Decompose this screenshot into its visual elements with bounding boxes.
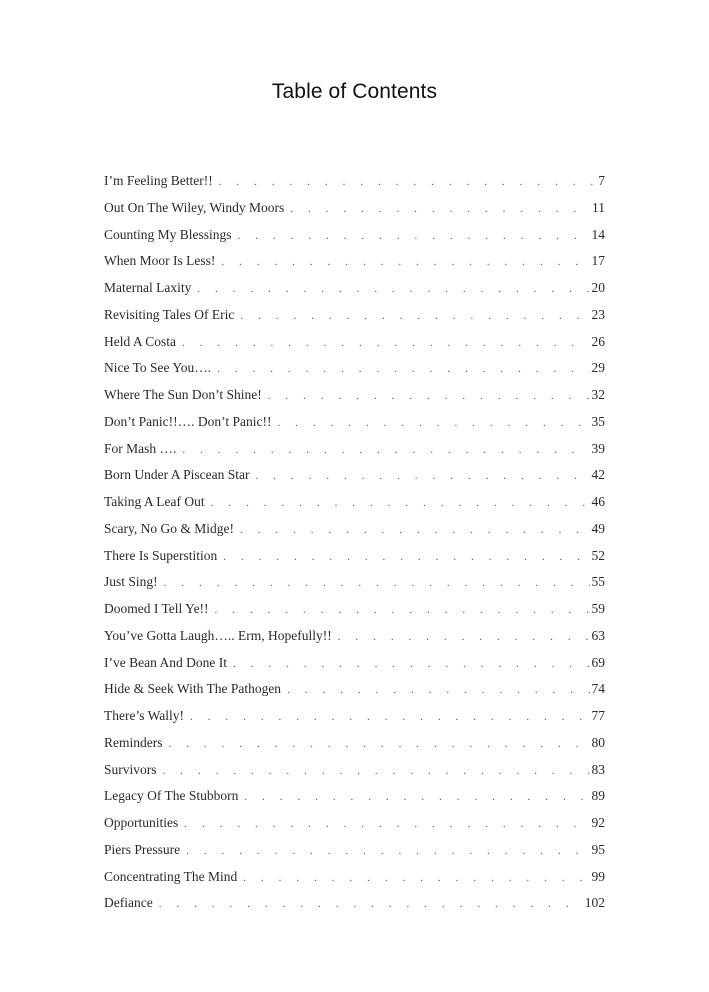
- toc-entry-title: There Is Superstition: [104, 547, 218, 563]
- toc-entry-page-number: 46: [591, 494, 605, 509]
- toc-entry-title: Held A Costa: [104, 333, 177, 349]
- toc-entry[interactable]: [104, 655, 605, 682]
- dot-leader: [215, 604, 590, 616]
- toc-entry-title: You’ve Gotta Laugh….. Erm, Hopefully!!: [104, 627, 332, 643]
- dot-leader: [221, 256, 589, 268]
- toc-entry-title: Taking A Leaf Out: [104, 494, 205, 509]
- toc-entry[interactable]: [104, 441, 605, 468]
- toc-entry-page-number: 63: [591, 627, 605, 643]
- toc-entry-page-number: 49: [591, 520, 605, 536]
- toc-entry[interactable]: [104, 173, 605, 200]
- toc-entry-title: When Moor Is Less!: [104, 253, 216, 269]
- toc-entry-title: I’ve Bean And Done It: [104, 654, 227, 670]
- toc-entry-page-number: 14: [591, 226, 605, 242]
- table-of-contents: [104, 173, 605, 922]
- toc-entry-title: Counting My Blessings: [104, 226, 232, 242]
- toc-entry[interactable]: [104, 895, 605, 922]
- toc-entry-page-number: 95: [591, 841, 605, 857]
- toc-entry[interactable]: [104, 521, 605, 548]
- toc-entry-page-number: 80: [591, 734, 605, 750]
- dot-leader: [223, 551, 589, 563]
- toc-entry[interactable]: [104, 494, 605, 521]
- dot-leader: [169, 738, 590, 750]
- dot-leader: [159, 898, 583, 910]
- toc-entry-page-number: 92: [591, 815, 605, 830]
- toc-entry-page-number: 26: [591, 333, 605, 349]
- toc-entry-page-number: 77: [591, 708, 605, 723]
- dot-leader: [182, 337, 589, 349]
- toc-entry-title: Hide & Seek With The Pathogen: [104, 681, 282, 697]
- toc-entry-page-number: 102: [584, 895, 605, 911]
- toc-entry-title: Don’t Panic!!…. Don’t Panic!!: [104, 413, 272, 429]
- dot-leader: [287, 684, 589, 696]
- toc-entry-page-number: 20: [591, 280, 605, 295]
- toc-entry[interactable]: [104, 200, 605, 227]
- toc-entry-title: Where The Sun Don’t Shine!: [104, 387, 262, 402]
- dot-leader: [238, 230, 590, 242]
- dot-leader: [211, 497, 590, 509]
- toc-entry-title: For Mash ….: [104, 440, 177, 456]
- toc-entry-page-number: 74: [591, 681, 605, 697]
- toc-entry-page-number: 83: [591, 761, 605, 777]
- toc-entry[interactable]: [104, 253, 605, 280]
- toc-entry-page-number: 35: [591, 413, 605, 429]
- toc-entry-page-number: 55: [591, 574, 605, 590]
- dot-leader: [219, 176, 597, 188]
- toc-entry[interactable]: [104, 681, 605, 708]
- dot-leader: [184, 818, 589, 830]
- toc-entry-title: Legacy Of The Stubborn: [104, 788, 239, 804]
- toc-entry[interactable]: [104, 574, 605, 601]
- toc-entry-page-number: 39: [591, 440, 605, 456]
- toc-entry[interactable]: [104, 387, 605, 414]
- toc-entry-page-number: 99: [591, 868, 605, 884]
- page-title: Table of Contents: [271, 80, 438, 103]
- toc-entry[interactable]: [104, 227, 605, 254]
- toc-entry[interactable]: [104, 842, 605, 869]
- toc-entry-title: Scary, No Go & Midge!: [104, 520, 234, 536]
- toc-entry-page-number: 89: [591, 788, 605, 804]
- toc-entry-page-number: 11: [592, 199, 605, 215]
- toc-entry[interactable]: [104, 334, 605, 361]
- toc-entry-page-number: 42: [591, 467, 605, 483]
- toc-entry[interactable]: [104, 869, 605, 896]
- toc-entry-title: Out On The Wiley, Windy Moors: [104, 199, 285, 215]
- toc-entry[interactable]: [104, 307, 605, 334]
- toc-entry[interactable]: [104, 762, 605, 789]
- toc-entry-page-number: 29: [591, 360, 605, 376]
- toc-entry-page-number: 17: [591, 253, 605, 269]
- dot-leader: [186, 845, 589, 857]
- toc-entry-page-number: 59: [591, 601, 605, 616]
- toc-entry[interactable]: [104, 815, 605, 842]
- dot-leader: [277, 417, 589, 429]
- toc-entry-title: Just Sing!: [104, 574, 158, 590]
- toc-entry[interactable]: [104, 628, 605, 655]
- dot-leader: [338, 631, 590, 643]
- toc-entry-page-number: 69: [591, 654, 605, 670]
- dot-leader: [197, 283, 589, 295]
- dot-leader: [268, 390, 590, 402]
- toc-entry[interactable]: [104, 414, 605, 441]
- toc-entry[interactable]: [104, 360, 605, 387]
- toc-entry-title: Revisiting Tales Of Eric: [104, 306, 235, 322]
- toc-entry[interactable]: [104, 280, 605, 307]
- toc-entry-title: I’m Feeling Better!!: [104, 173, 213, 188]
- toc-entry[interactable]: [104, 467, 605, 494]
- toc-entry-title: Reminders: [104, 734, 163, 750]
- toc-entry-title: Survivors: [104, 761, 157, 777]
- toc-entry[interactable]: [104, 735, 605, 762]
- toc-entry-title: Maternal Laxity: [104, 280, 192, 295]
- dot-leader: [190, 711, 589, 723]
- dot-leader: [233, 658, 590, 670]
- dot-leader: [217, 363, 589, 375]
- toc-entry[interactable]: [104, 708, 605, 735]
- dot-leader: [243, 872, 589, 884]
- dot-leader: [240, 310, 589, 322]
- toc-entry-title: Nice To See You….: [104, 360, 212, 376]
- toc-entry-page-number: 32: [591, 387, 605, 402]
- toc-entry-title: Born Under A Piscean Star: [104, 467, 250, 483]
- toc-entry[interactable]: [104, 601, 605, 628]
- toc-entry-title: Defiance: [104, 895, 153, 911]
- toc-entry-page-number: 23: [591, 306, 605, 322]
- toc-entry-page-number: 52: [591, 547, 605, 563]
- dot-leader: [182, 444, 589, 456]
- toc-entry[interactable]: [104, 788, 605, 815]
- toc-entry-title: There’s Wally!: [104, 708, 185, 723]
- dot-leader: [244, 791, 589, 803]
- dot-leader: [240, 524, 590, 536]
- toc-entry-page-number: 7: [598, 173, 605, 188]
- toc-entry-title: Doomed I Tell Ye!!: [104, 601, 209, 616]
- toc-entry-title: Concentrating The Mind: [104, 868, 238, 884]
- toc-entry-title: Piers Pressure: [104, 841, 181, 857]
- dot-leader: [163, 765, 590, 777]
- dot-leader: [290, 203, 590, 215]
- dot-leader: [255, 470, 589, 482]
- toc-entry-title: Opportunities: [104, 815, 179, 830]
- dot-leader: [164, 577, 590, 589]
- toc-entry[interactable]: [104, 548, 605, 575]
